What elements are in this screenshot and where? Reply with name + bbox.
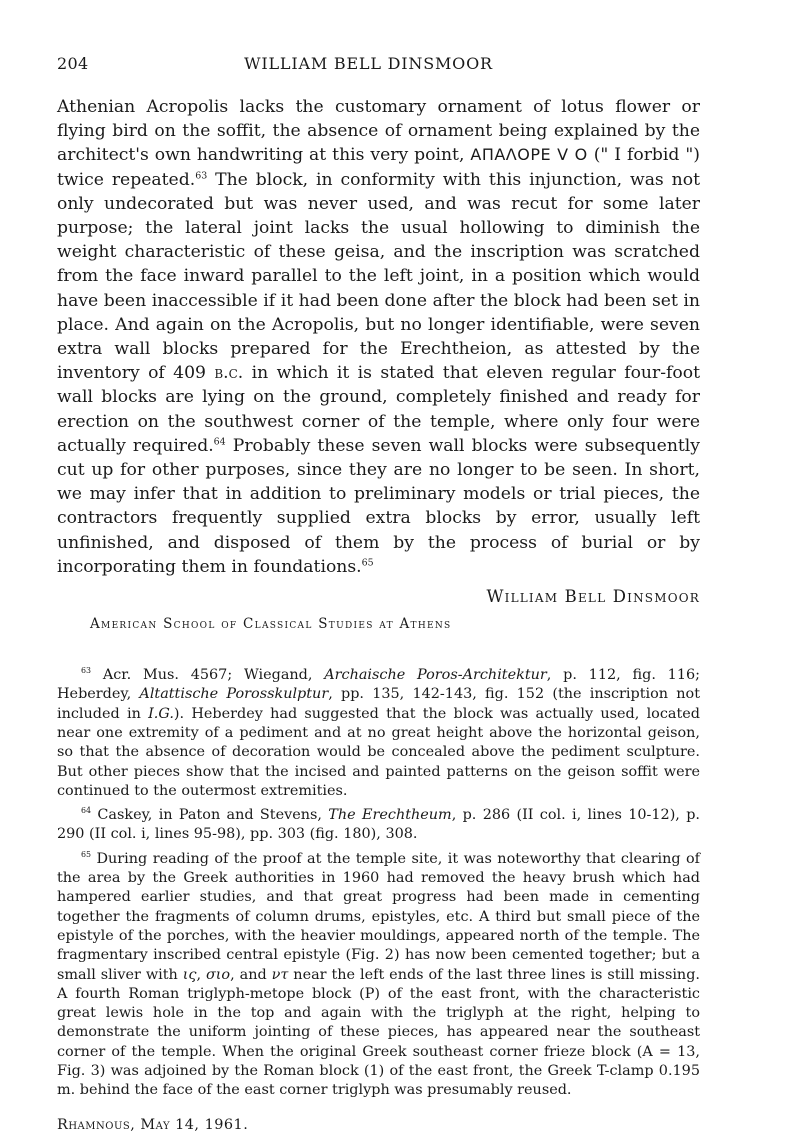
footnote-text: During reading of the proof at the temple site, it was noteworthy that clearing of the area by the Greek authorities in 1960 had removed the heavy brush which had hampered earlier studies, and that great progress had been made in cementing together the fragments of column drums, epistyles, etc. A third but small piece of the epistyle of the porches, with the heavier mouldings, appeared north of the temple. The fragmentary inscribed central epistyle (Fig. 2) has now been cemented together; but a small sliver with bbox=[57, 850, 700, 983]
footnote-text: , p. 286 (II col. i, lines 10-12), p. 290 (II col. i, lines 95-98), pp. 303 (fig. 180), 308. bbox=[57, 807, 700, 843]
body-text-2: (" I forbid ") twice repeated. bbox=[57, 145, 700, 190]
footnotes bbox=[57, 666, 700, 1101]
footnote-text: , and bbox=[230, 966, 272, 983]
footnote-ref-65[interactable]: 65 bbox=[361, 557, 374, 569]
body-text-4: in which it is stated that eleven regular four-foot wall blocks are lying on the ground, completely finished and ready for erection on the southwest corner of the temple, where only four were actually required. bbox=[57, 363, 700, 456]
author-affiliation: American School of Classical Studies at Athens bbox=[90, 616, 452, 633]
bc-abbrev: b.c. bbox=[214, 363, 244, 384]
running-head: WILLIAM BELL DINSMOOR bbox=[244, 54, 493, 73]
footnote-text: Acr. Mus. 4567; Wiegand, bbox=[91, 667, 325, 684]
citation-title: The Erechtheum bbox=[328, 807, 452, 824]
body-text-1: Athenian Acropolis lacks the customary ornament of lotus flower or flying bird on the soffit, the absence of ornament being explained by the architect's own handwriting at this very point, bbox=[57, 97, 700, 166]
greek-letters: ντ bbox=[271, 966, 289, 983]
footnote-number: 65 bbox=[81, 849, 92, 859]
footnote-text: , bbox=[196, 966, 206, 983]
citation-title: Altattische Porosskulptur bbox=[139, 686, 329, 703]
dateline: Rhamnous, May 14, 1961. bbox=[57, 1116, 249, 1133]
body-text-3: The block, in conformity with this injunction, was not only undecorated but was never used, and was recut for some later purpose; the lateral joint lacks the usual hollowing to diminish the weight characteristic of these geisa, and the inscription was scratched from the face inward parallel to the left joint, in a position which would have been inaccessible if it had been done after the block had been set in place. And again on the Acropolis, but no longer identifiable, were seven extra wall blocks prepared for the Erechtheion, as attested by the inventory of 409 bbox=[57, 169, 700, 384]
body-text-5: Probably these seven wall blocks were subsequently cut up for other purposes, since they are no longer to be seen. In short, we may infer that in addition to preliminary models or trial pieces, the contractors frequently supplied extra blocks by error, usually left unfinished, and disposed of them by the process of burial or by incorporating them in foundations. bbox=[57, 435, 701, 577]
footnote-65 bbox=[57, 850, 700, 1101]
footnote-text: ). Heberdey had suggested that the block was actually used, located near one extremity of a pediment and at no great height above the horizontal geison, so that the absence of decoration would be concealed above the pediment sculpture. But other pieces show that the incised and painted patterns on the geison soffit were continued to the outermost extremities. bbox=[57, 705, 700, 799]
citation-title: Archaische Poros-Architektur bbox=[324, 667, 547, 684]
footnote-text: , pp. 135, 142-143, fig. 152 (the inscription not included in bbox=[57, 686, 700, 722]
footnote-number: 64 bbox=[81, 806, 92, 816]
footnote-64 bbox=[57, 806, 700, 845]
page bbox=[57, 54, 700, 1133]
greek-letters: σιο bbox=[205, 966, 231, 983]
greek-letters: ις bbox=[182, 966, 197, 983]
author-signature: William Bell Dinsmoor bbox=[486, 587, 700, 607]
footnote-text: , p. 112, fig. 116; Heberdey, bbox=[57, 667, 700, 703]
footnote-text: Caskey, in Paton and Stevens, bbox=[91, 807, 329, 824]
citation-title: I.G. bbox=[148, 705, 174, 722]
greek-inscription: ΑΠΑΛΟΡΕ V Ο bbox=[470, 145, 588, 165]
body-paragraph bbox=[57, 95, 700, 579]
page-header bbox=[57, 54, 700, 73]
footnote-ref-64[interactable]: 64 bbox=[213, 436, 226, 448]
footnote-number: 63 bbox=[81, 666, 92, 676]
footnote-text: near the left ends of the last three lines is still missing. A fourth Roman triglyph-metope block (P) of the east front, with the characteristic great lewis hole in the top and again with the triglyph at the right, helping to demonstrate the uniform jointing of these pieces, has appeared near the southeast corner of the temple. When the original Greek southeast corner frieze block (A = 13, Fig. 3) was adjoined by the Roman block (1) of the east front, the Greek T-clamp 0.195 m. behind the face of the east corner triglyph was presumably reused. bbox=[57, 966, 700, 1099]
footnote-63 bbox=[57, 666, 700, 801]
page-number: 204 bbox=[57, 54, 89, 73]
footnote-ref-63[interactable]: 63 bbox=[195, 169, 208, 181]
